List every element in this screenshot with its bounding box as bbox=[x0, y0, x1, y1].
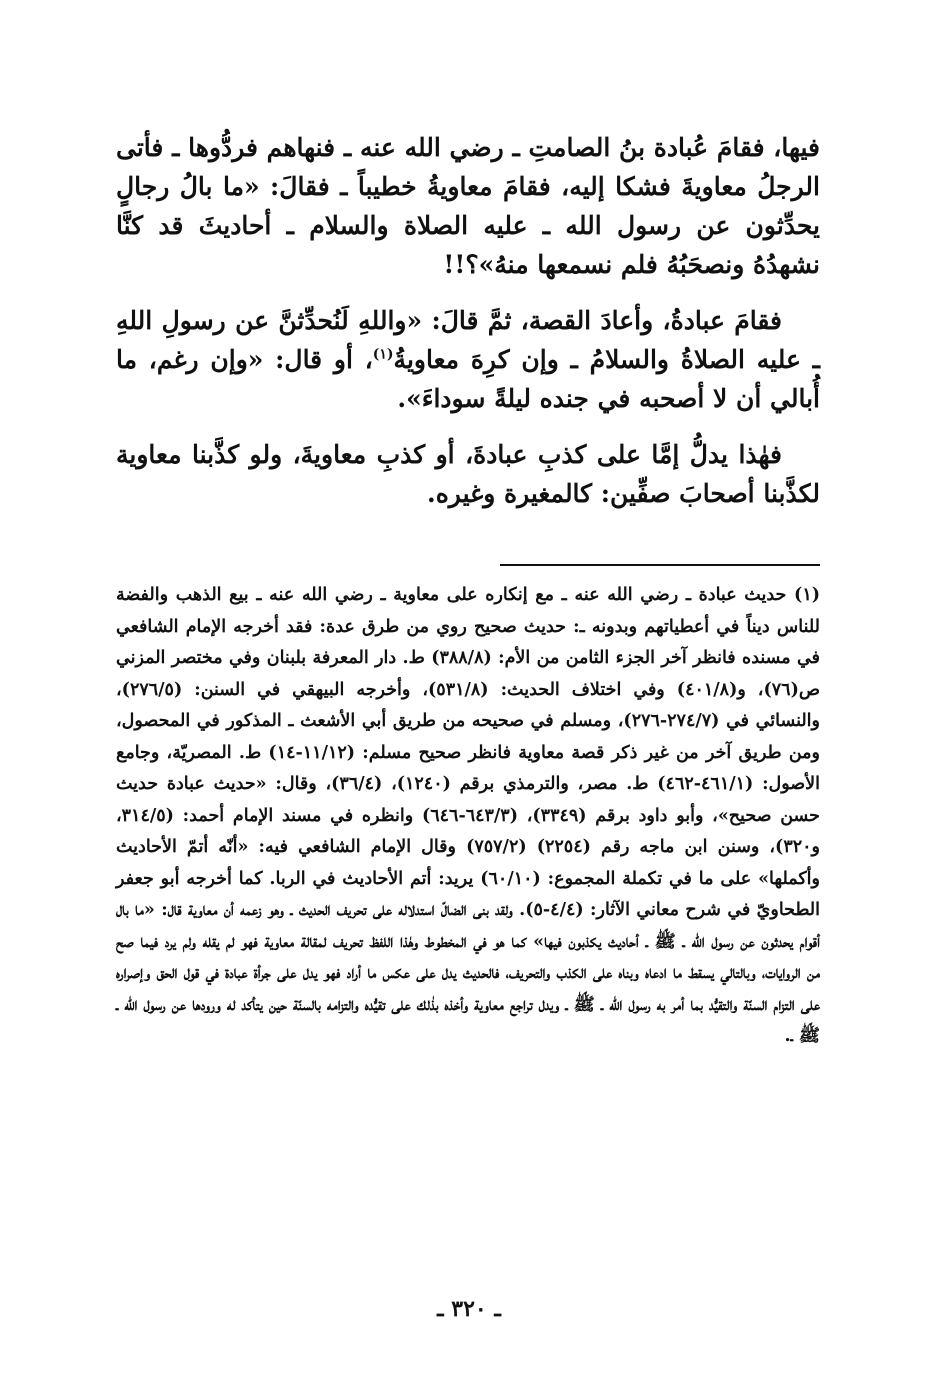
footnote-block bbox=[116, 580, 820, 1053]
footnote-reference: (١) bbox=[372, 346, 394, 363]
paragraph-1: فيها، فقامَ عُبادة بنُ الصامتِ ـ رضي الله عنه ـ فنهاهم فردُّوها ـ فأتى الرجلُ معاويةَ فشكا إليه، فقامَ معاويةُ خطيباً ـ فقالَ: «ما بالُ رجالٍ يحدِّثون عن رسول الله ـ عليه الصلاة والسلام ـ أحاديثَ قد كنَّا نشهدُهُ ونصحَبُهُ فلم نسمعها منهُ»؟!! bbox=[116, 133, 820, 279]
paragraph-2-text: فقامَ عبادةُ، وأعادَ القصة، ثمَّ قالَ: «واللهِ لَنُحدِّثنَّ عن رسولِ اللهِ ـ عليه الصلاةُ والسلامُ ـ وإن كرِهَ معاويةُ bbox=[116, 306, 820, 374]
footnote-1: (١) حديث عبادة ـ رضي الله عنه ـ مع إنكاره على معاوية ـ رضي الله عنه ـ بيع الذهب والفضة للناس ديناً في أعطياتهم وبدونه ـ: حديث صحيح روي من طرق عدة: فقد أخرجه الإمام الشافعي في مسنده فانظر آخر الجزء الثامن من الأم: (٣٨٨/٨) ط. دار المعرفة بلبنان وفي مختصر المزني ص(٧٦)، و(٤٠١/٨) وفي اختلاف الحديث: (٥٣١/٨)، وأخرجه البيهقي في السنن: (٢٧٦/٥)، والنسائي في (٢٧٤/٧-٢٧٦)، ومسلم في صحيحه من طريق أبي الأشعث ـ المذكور في المحصول، ومن طريق آخر من غير ذكر قصة معاوية فانظر صحيح مسلم: (١١/١٢-١٤) ط. المصريّة، وجامع الأصول: (٤٦١/١-٤٦٢) ط. مصر، والترمذي برقم (١٢٤٠)، (٣٦/٤)، وقال: «حديث عبادة حديث حسن صحيح»، وأبو داود برقم (٣٣٤٩)، (٦٤٣/٣-٦٤٦) وانظره في مسند الإمام أحمد: (٣١٤/٥، و٣٢٠)، وسنن ابن ماجه رقم (٢٢٥٤) (٧٥٧/٢) وقال الإمام الشافعي فيه: «أنّه أتمّ الأحاديث وأكملها» على ما في تكملة المجموع: (٦٠/١٠) يريد: أتم الأحاديث في الربا. كما أخرجه أبو جعفر الطحاويّ في شرح معاني الآثار: (٤/٤-٥). ولقد بنى الضالّ استدلاله على تحريف الحديث ـ وهو زعمه أن معاوية قال: «ما بال أقوام يحدثون عن رسول الله ـ ﷺ ـ أحاديث يكذبون فيها» كما هو في المخطوط وهٰذا اللفظ تحريف لمقالة معاوية فهو لم يقله ولم يرد فيما صح من الروايات، وبالتالي يسقط ما ادعاه وبناه على الكذب والتحريف، فالحديث يدل على عكس ما أراد فهو يدل على جرأة عبادة في قول الحق وإصراره على التزام السنّة والتقيُّد بما أمر به رسول الله ـ ﷺ ـ ويدل تراجع معاوية وأخذه بذٰلك على تقيُّده والتزامه بالسنّة حين يتأكد له ورودها عن رسول الله ـ ﷺ ـ. bbox=[116, 585, 821, 1046]
footnote-separator bbox=[500, 564, 820, 566]
paragraph-2 bbox=[116, 301, 820, 418]
paragraph-2-continued: ، أو قال: «وإن رغم، ما أُبالي أن لا أصحبه في جنده ليلةً سوداءَ». bbox=[116, 345, 820, 413]
main-text-block bbox=[116, 128, 820, 530]
paragraph-3: فهٰذا يدلُّ إمَّا على كذبِ عبادةَ، أو كذبِ معاويةَ، ولو كذَّبنا معاوية لكذَّبنا أصحابَ صفِّين: كالمغيرة وغيره. bbox=[116, 440, 820, 508]
page-number: ـ ٣٢٠ ـ bbox=[437, 1296, 501, 1322]
